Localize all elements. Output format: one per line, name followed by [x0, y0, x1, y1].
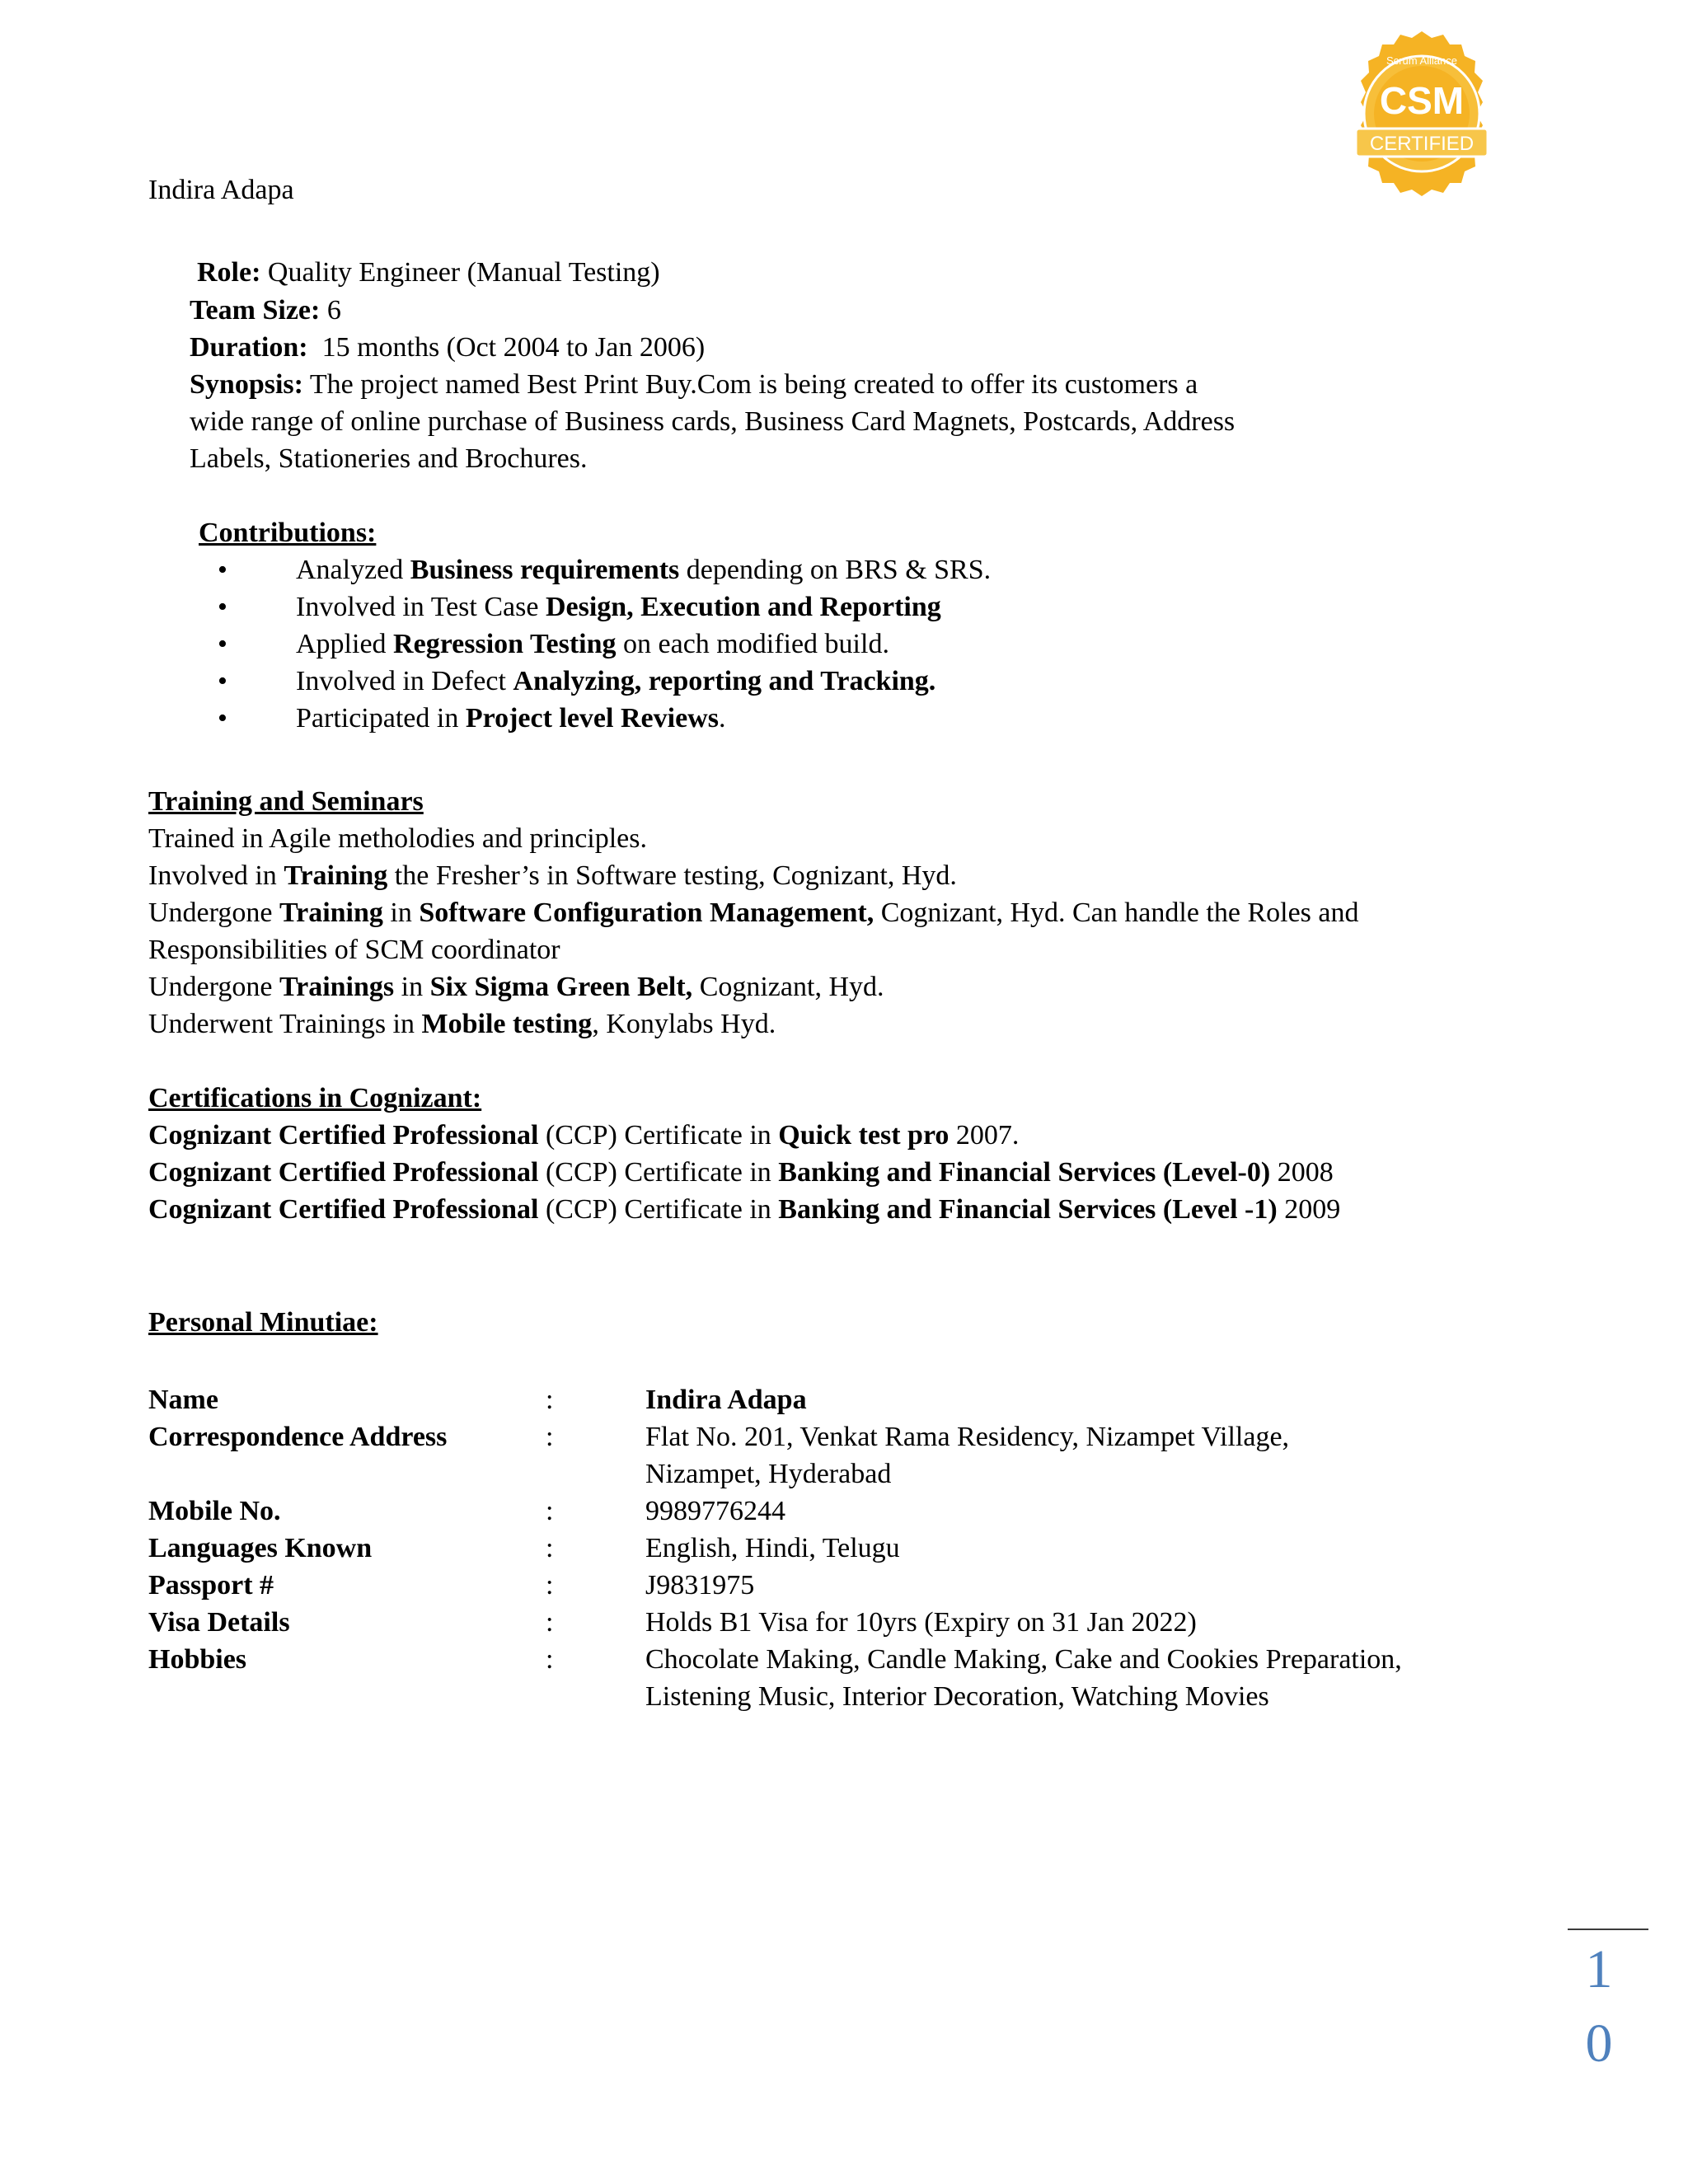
- personal-colon: :: [546, 1607, 554, 1638]
- personal-value-cont: Nizampet, Hyderabad: [645, 1459, 892, 1489]
- personal-value: Chocolate Making, Candle Making, Cake and Cookies Preparation,: [645, 1644, 1402, 1675]
- certification-item: Cognizant Certified Professional (CCP) Certificate in Banking and Financial Services (Level -1) 2009: [148, 1194, 1341, 1225]
- badge-top-text: Scrum Alliance: [1386, 54, 1457, 67]
- csm-certified-badge: [1323, 31, 1521, 204]
- project-synopsis-line-2: wide range of online purchase of Business cards, Business Card Magnets, Postcards, Address: [190, 406, 1236, 437]
- personal-value: J9831975: [645, 1570, 755, 1601]
- personal-colon: :: [546, 1533, 554, 1563]
- contributions-list: [198, 551, 991, 737]
- project-synopsis-line-3: Labels, Stationeries and Brochures.: [190, 443, 588, 474]
- bullet-icon: •: [218, 592, 227, 622]
- personal-colon: :: [546, 1644, 554, 1675]
- bullet-icon: •: [218, 629, 227, 659]
- badge-ribbon-text: CERTIFIED: [1369, 133, 1475, 155]
- personal-value: Indira Adapa: [645, 1385, 807, 1415]
- personal-colon: :: [546, 1422, 554, 1452]
- personal-heading: Personal Minutiae:: [148, 1307, 378, 1338]
- training-heading: Training and Seminars: [148, 786, 424, 817]
- certification-item: Cognizant Certified Professional (CCP) Certificate in Quick test pro 2007.: [148, 1120, 1020, 1151]
- bullet-icon: •: [218, 666, 227, 696]
- personal-label: Passport #: [148, 1570, 274, 1601]
- list-item: • Involved in Test Case Design, Execution and Reporting: [198, 588, 991, 626]
- certifications-heading: Certifications in Cognizant:: [148, 1083, 482, 1113]
- project-team-size: Team Size: 6: [190, 295, 341, 326]
- personal-colon: :: [546, 1385, 554, 1415]
- list-item: • Analyzed Business requirements depending on BRS & SRS.: [198, 551, 991, 588]
- personal-colon: :: [546, 1570, 554, 1601]
- personal-value: English, Hindi, Telugu: [645, 1533, 900, 1563]
- personal-label: Hobbies: [148, 1644, 247, 1675]
- training-line-6: Underwent Trainings in Mobile testing, Konylabs Hyd.: [148, 1009, 776, 1039]
- certification-item: Cognizant Certified Professional (CCP) Certificate in Banking and Financial Services (Level-0) 2008: [148, 1157, 1334, 1188]
- contributions-heading: Contributions:: [199, 518, 377, 548]
- personal-label: Name: [148, 1385, 218, 1415]
- training-line-3: Undergone Training in Software Configuration Management, Cognizant, Hyd. Can handle the Roles and: [148, 898, 1359, 928]
- personal-value: 9989776244: [645, 1496, 785, 1526]
- personal-label: Visa Details: [148, 1607, 290, 1638]
- project-duration: Duration: 15 months (Oct 2004 to Jan 2006): [190, 332, 706, 363]
- badge-main-text: CSM: [1379, 79, 1465, 122]
- personal-colon: :: [546, 1496, 554, 1526]
- list-item: • Involved in Defect Analyzing, reporting and Tracking.: [198, 663, 991, 700]
- project-synopsis: Synopsis: The project named Best Print Buy.Com is being created to offer its customers a: [190, 369, 1198, 400]
- page-number-rule: [1568, 1929, 1648, 1930]
- training-line-2: Involved in Training the Fresher’s in Software testing, Cognizant, Hyd.: [148, 860, 957, 891]
- header-name: Indira Adapa: [148, 175, 294, 205]
- personal-label: Mobile No.: [148, 1496, 281, 1526]
- training-line-5: Undergone Trainings in Six Sigma Green Belt, Cognizant, Hyd.: [148, 972, 884, 1002]
- list-item: • Participated in Project level Reviews.: [198, 700, 991, 737]
- training-line-1: Trained in Agile metholodies and principles.: [148, 823, 647, 854]
- list-item: • Applied Regression Testing on each modified build.: [198, 626, 991, 663]
- project-role: Role: Quality Engineer (Manual Testing): [197, 257, 660, 288]
- bullet-icon: •: [218, 555, 227, 585]
- page-number-digit: 1: [1585, 1939, 1613, 1999]
- personal-value-cont: Listening Music, Interior Decoration, Watching Movies: [645, 1681, 1269, 1712]
- personal-value: Holds B1 Visa for 10yrs (Expiry on 31 Jan 2022): [645, 1607, 1197, 1638]
- bullet-icon: •: [218, 703, 227, 733]
- page-number-digit: 0: [1585, 2013, 1613, 2074]
- personal-label: Correspondence Address: [148, 1422, 448, 1452]
- personal-value: Flat No. 201, Venkat Rama Residency, Nizampet Village,: [645, 1422, 1290, 1452]
- personal-label: Languages Known: [148, 1533, 373, 1563]
- training-line-4: Responsibilities of SCM coordinator: [148, 935, 560, 965]
